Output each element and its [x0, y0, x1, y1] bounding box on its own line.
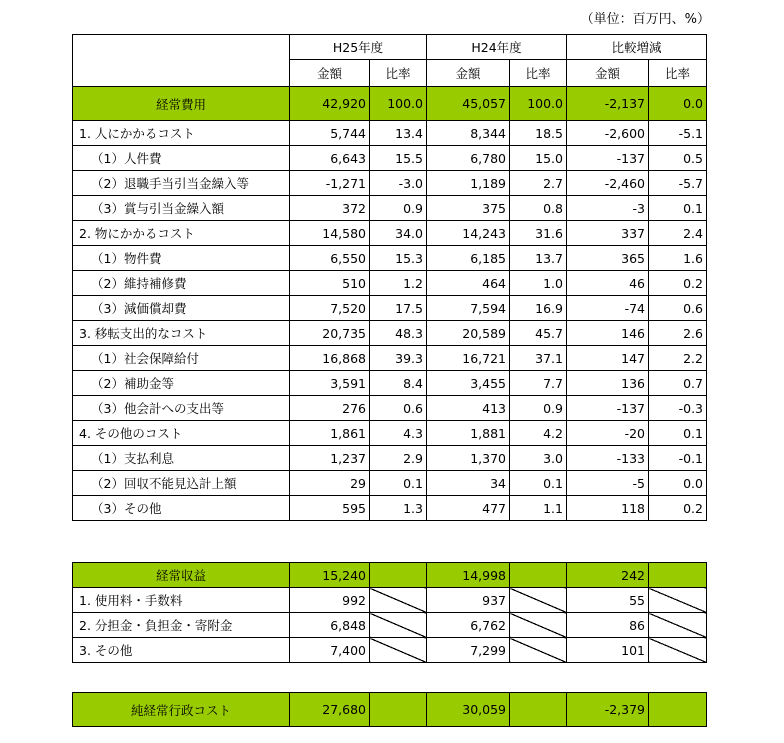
expense-row-label: （2）回収不能見込計上額 — [73, 471, 290, 496]
expense-h25-amount: 42,920 — [290, 87, 370, 121]
h24-amount-cell: 413 — [427, 396, 510, 421]
h24-amount-cell: 34 — [427, 471, 510, 496]
slash-cell — [510, 638, 567, 663]
diff-ratio-cell: 2.4 — [649, 221, 707, 246]
diff-amount-cell: -74 — [567, 296, 649, 321]
header-row-years — [73, 35, 707, 60]
h24-ratio-cell: 0.8 — [510, 196, 567, 221]
h24-amount-cell: 16,721 — [427, 346, 510, 371]
expense-row-label: 1. 人にかかるコスト — [73, 121, 290, 146]
h24-amount-cell: 20,589 — [427, 321, 510, 346]
h24-ratio-cell: 18.5 — [510, 121, 567, 146]
h24-ratio-cell: 37.1 — [510, 346, 567, 371]
header-ratio: 比率 — [649, 60, 707, 87]
h25-ratio-cell: 2.9 — [370, 446, 427, 471]
h25-ratio-cell: 0.6 — [370, 396, 427, 421]
h25-amount-cell: 1,861 — [290, 421, 370, 446]
revenue-row-label: 3. その他 — [73, 638, 290, 663]
header-amount: 金額 — [290, 60, 370, 87]
h24-ratio-cell: 0.9 — [510, 396, 567, 421]
h24-amount-cell: 1,370 — [427, 446, 510, 471]
h25-amount-cell: 7,520 — [290, 296, 370, 321]
diff-amount-cell: -20 — [567, 421, 649, 446]
expense-row-label: （3）減価償却費 — [73, 296, 290, 321]
slash-cell — [649, 588, 707, 613]
h25-ratio-cell: 13.4 — [370, 121, 427, 146]
diff-ratio-cell: 0.1 — [649, 421, 707, 446]
expense-total-row — [73, 87, 707, 121]
h25-amount-cell: 595 — [290, 496, 370, 521]
h24-ratio-cell: 31.6 — [510, 221, 567, 246]
diff-ratio-cell: 0.2 — [649, 496, 707, 521]
h24-amount-cell: 6,185 — [427, 246, 510, 271]
h24-amount-cell: 464 — [427, 271, 510, 296]
expense-row — [73, 171, 707, 196]
h25-ratio-cell: 15.5 — [370, 146, 427, 171]
header-ratio: 比率 — [370, 60, 427, 87]
diff-ratio-cell: 0.5 — [649, 146, 707, 171]
diff-amount-cell: 337 — [567, 221, 649, 246]
diff-amount-cell: 101 — [567, 638, 649, 663]
net-h25-amount: 27,680 — [290, 693, 370, 727]
revenue-row-label: 1. 使用料・手数料 — [73, 588, 290, 613]
slash-cell — [370, 613, 427, 638]
h25-ratio-cell: 48.3 — [370, 321, 427, 346]
expense-row-label: （1）社会保障給付 — [73, 346, 290, 371]
diff-amount-cell: 46 — [567, 271, 649, 296]
h25-amount-cell: 276 — [290, 396, 370, 421]
revenue-h25-amount: 15,240 — [290, 563, 370, 588]
expense-diff-ratio: 0.0 — [649, 87, 707, 121]
slash-cell — [370, 563, 427, 588]
h24-amount-cell: 7,299 — [427, 638, 510, 663]
slash-cell — [510, 588, 567, 613]
empty-cell — [510, 693, 567, 727]
expense-row — [73, 196, 707, 221]
h25-amount-cell: 1,237 — [290, 446, 370, 471]
expense-row-label: 2. 物にかかるコスト — [73, 221, 290, 246]
h24-ratio-cell: 16.9 — [510, 296, 567, 321]
diff-amount-cell: 147 — [567, 346, 649, 371]
expense-row-label: （1）人件費 — [73, 146, 290, 171]
h25-amount-cell: 20,735 — [290, 321, 370, 346]
diff-amount-cell: 136 — [567, 371, 649, 396]
h24-amount-cell: 14,243 — [427, 221, 510, 246]
diff-amount-cell: -133 — [567, 446, 649, 471]
h25-amount-cell: 5,744 — [290, 121, 370, 146]
revenue-row-label: 2. 分担金・負担金・寄附金 — [73, 613, 290, 638]
slash-cell — [649, 613, 707, 638]
diff-amount-cell: 118 — [567, 496, 649, 521]
diff-ratio-cell: 1.6 — [649, 246, 707, 271]
expense-row — [73, 271, 707, 296]
header-amount: 金額 — [567, 60, 649, 87]
revenue-total-row — [73, 563, 707, 588]
h25-ratio-cell: 4.3 — [370, 421, 427, 446]
expense-row-label: （3）他会計への支出等 — [73, 396, 290, 421]
h25-amount-cell: 6,643 — [290, 146, 370, 171]
expense-diff-amount: -2,137 — [567, 87, 649, 121]
expense-row — [73, 371, 707, 396]
expense-row-label: （1）物件費 — [73, 246, 290, 271]
diff-amount-cell: -2,600 — [567, 121, 649, 146]
diff-ratio-cell: 0.2 — [649, 271, 707, 296]
h24-ratio-cell: 13.7 — [510, 246, 567, 271]
h24-amount-cell: 8,344 — [427, 121, 510, 146]
revenue-table — [72, 562, 707, 663]
expense-title: 経常費用 — [73, 87, 290, 121]
h25-ratio-cell: 8.4 — [370, 371, 427, 396]
h24-amount-cell: 477 — [427, 496, 510, 521]
expense-row — [73, 496, 707, 521]
expense-row-label: （2）退職手当引当金繰入等 — [73, 171, 290, 196]
expense-row — [73, 121, 707, 146]
h25-ratio-cell: 39.3 — [370, 346, 427, 371]
h25-ratio-cell: 1.3 — [370, 496, 427, 521]
h24-amount-cell: 1,189 — [427, 171, 510, 196]
h24-ratio-cell: 7.7 — [510, 371, 567, 396]
h25-amount-cell: 992 — [290, 588, 370, 613]
h24-amount-cell: 6,762 — [427, 613, 510, 638]
expense-row — [73, 321, 707, 346]
h25-amount-cell: 6,848 — [290, 613, 370, 638]
h25-amount-cell: 3,591 — [290, 371, 370, 396]
unit-note: （単位：百万円、%） — [580, 12, 710, 27]
revenue-row — [73, 613, 707, 638]
net-h24-amount: 30,059 — [427, 693, 510, 727]
h25-ratio-cell: 1.2 — [370, 271, 427, 296]
h25-amount-cell: 16,868 — [290, 346, 370, 371]
h25-amount-cell: 510 — [290, 271, 370, 296]
h24-ratio-cell: 0.1 — [510, 471, 567, 496]
expense-row — [73, 221, 707, 246]
h24-amount-cell: 7,594 — [427, 296, 510, 321]
expense-row — [73, 421, 707, 446]
expense-row-label: 3. 移転支出的なコスト — [73, 321, 290, 346]
h24-amount-cell: 937 — [427, 588, 510, 613]
diff-ratio-cell: -5.7 — [649, 171, 707, 196]
net-cost-title: 純経常行政コスト — [73, 693, 290, 727]
diff-amount-cell: -137 — [567, 396, 649, 421]
revenue-h24-amount: 14,998 — [427, 563, 510, 588]
diff-amount-cell: 55 — [567, 588, 649, 613]
expense-row-label: （3）賞与引当金繰入額 — [73, 196, 290, 221]
diff-ratio-cell: 0.7 — [649, 371, 707, 396]
h24-ratio-cell: 1.1 — [510, 496, 567, 521]
expense-h25-ratio: 100.0 — [370, 87, 427, 121]
slash-cell — [649, 638, 707, 663]
header-diff: 比較増減 — [567, 35, 707, 60]
h24-ratio-cell: 1.0 — [510, 271, 567, 296]
h24-ratio-cell: 2.7 — [510, 171, 567, 196]
slash-cell — [370, 588, 427, 613]
diff-amount-cell: -2,460 — [567, 171, 649, 196]
expense-row — [73, 296, 707, 321]
h24-amount-cell: 375 — [427, 196, 510, 221]
slash-cell — [510, 563, 567, 588]
h25-ratio-cell: 15.3 — [370, 246, 427, 271]
expense-row-label: （1）支払利息 — [73, 446, 290, 471]
h25-amount-cell: 29 — [290, 471, 370, 496]
revenue-title: 経常収益 — [73, 563, 290, 588]
diff-ratio-cell: 0.6 — [649, 296, 707, 321]
header-h24: H24年度 — [427, 35, 567, 60]
expense-row — [73, 446, 707, 471]
revenue-diff-amount: 242 — [567, 563, 649, 588]
header-ratio: 比率 — [510, 60, 567, 87]
h25-ratio-cell: -3.0 — [370, 171, 427, 196]
h25-amount-cell: 14,580 — [290, 221, 370, 246]
diff-amount-cell: 86 — [567, 613, 649, 638]
header-h25: H25年度 — [290, 35, 427, 60]
net-cost-table — [72, 692, 707, 727]
h24-amount-cell: 3,455 — [427, 371, 510, 396]
expense-row — [73, 471, 707, 496]
expense-row-label: （3）その他 — [73, 496, 290, 521]
expense-h24-amount: 45,057 — [427, 87, 510, 121]
diff-ratio-cell: -5.1 — [649, 121, 707, 146]
revenue-row — [73, 638, 707, 663]
diff-amount-cell: 146 — [567, 321, 649, 346]
header-amount: 金額 — [427, 60, 510, 87]
revenue-row — [73, 588, 707, 613]
diff-ratio-cell: -0.1 — [649, 446, 707, 471]
h25-ratio-cell: 34.0 — [370, 221, 427, 246]
expense-row — [73, 146, 707, 171]
expense-row-label: （2）維持補修費 — [73, 271, 290, 296]
expense-table — [72, 34, 707, 521]
h25-amount-cell: 372 — [290, 196, 370, 221]
diff-ratio-cell: 2.2 — [649, 346, 707, 371]
empty-cell — [370, 693, 427, 727]
h25-ratio-cell: 0.9 — [370, 196, 427, 221]
diff-ratio-cell: -0.3 — [649, 396, 707, 421]
h25-ratio-cell: 0.1 — [370, 471, 427, 496]
h24-ratio-cell: 45.7 — [510, 321, 567, 346]
h24-amount-cell: 1,881 — [427, 421, 510, 446]
expense-h24-ratio: 100.0 — [510, 87, 567, 121]
expense-row-label: （2）補助金等 — [73, 371, 290, 396]
diff-amount-cell: 365 — [567, 246, 649, 271]
expense-row — [73, 246, 707, 271]
diff-ratio-cell: 0.0 — [649, 471, 707, 496]
net-diff-amount: -2,379 — [567, 693, 649, 727]
h25-amount-cell: 7,400 — [290, 638, 370, 663]
diff-ratio-cell: 0.1 — [649, 196, 707, 221]
h25-amount-cell: 6,550 — [290, 246, 370, 271]
expense-row — [73, 346, 707, 371]
empty-cell — [649, 693, 707, 727]
h24-ratio-cell: 4.2 — [510, 421, 567, 446]
expense-row-label: 4. その他のコスト — [73, 421, 290, 446]
diff-ratio-cell: 2.6 — [649, 321, 707, 346]
slash-cell — [649, 563, 707, 588]
h24-ratio-cell: 3.0 — [510, 446, 567, 471]
h25-amount-cell: -1,271 — [290, 171, 370, 196]
slash-cell — [370, 638, 427, 663]
h24-amount-cell: 6,780 — [427, 146, 510, 171]
h25-ratio-cell: 17.5 — [370, 296, 427, 321]
slash-cell — [510, 613, 567, 638]
header-blank-cell — [73, 35, 290, 87]
h24-ratio-cell: 15.0 — [510, 146, 567, 171]
diff-amount-cell: -137 — [567, 146, 649, 171]
expense-row — [73, 396, 707, 421]
diff-amount-cell: -5 — [567, 471, 649, 496]
diff-amount-cell: -3 — [567, 196, 649, 221]
net-cost-row — [73, 693, 707, 727]
